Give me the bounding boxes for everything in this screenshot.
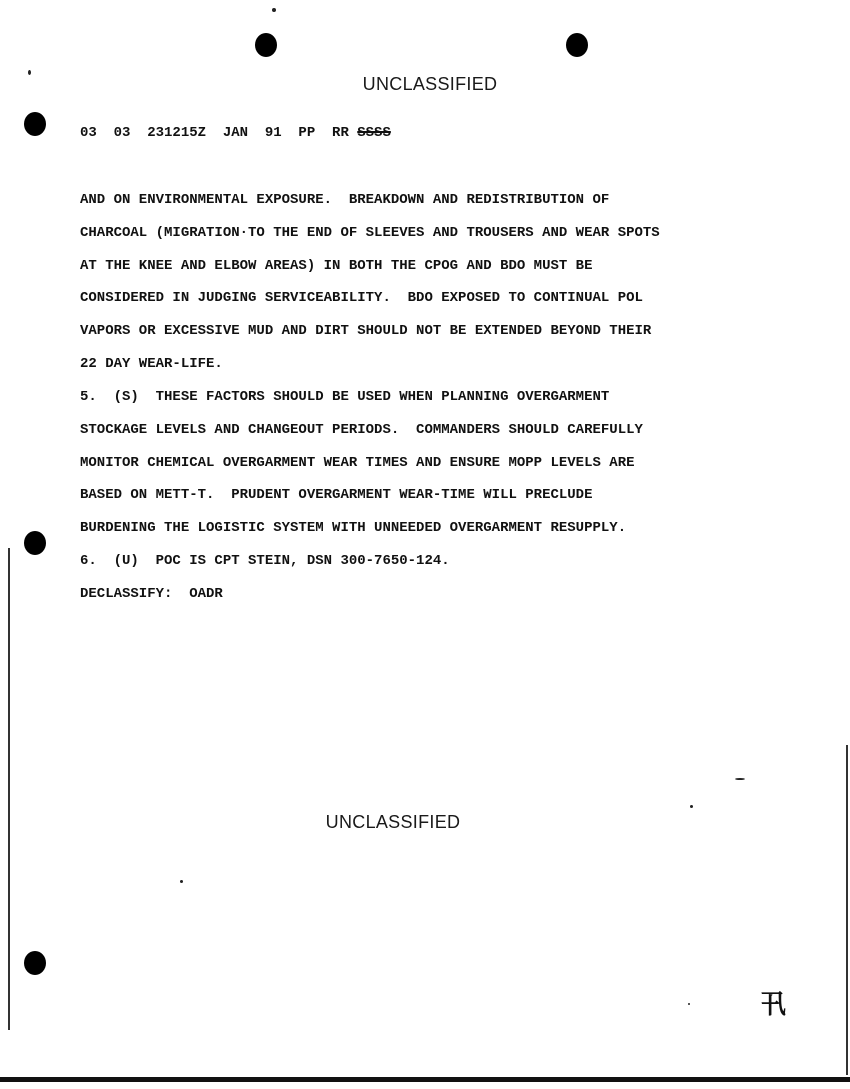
body-line: 6. (U) POC IS CPT STEIN, DSN 300-7650-124. bbox=[80, 553, 450, 569]
scan-edge-line bbox=[8, 548, 10, 1030]
punch-hole bbox=[24, 112, 46, 136]
body-line: 22 DAY WEAR-LIFE. bbox=[80, 356, 223, 372]
punch-hole bbox=[24, 531, 46, 555]
body-line: CONSIDERED IN JUDGING SERVICEABILITY. BDO EXPOSED TO CONTINUAL POL bbox=[80, 290, 643, 306]
body-line: BURDENING THE LOGISTIC SYSTEM WITH UNNEEDED OVERGARMENT RESUPPLY. bbox=[80, 520, 627, 536]
scan-speck bbox=[180, 880, 183, 883]
body-line: AT THE KNEE AND ELBOW AREAS) IN BOTH THE CPOG AND BDO MUST BE bbox=[80, 258, 593, 274]
scan-speck bbox=[688, 1003, 690, 1005]
body-line: BASED ON METT-T. PRUDENT OVERGARMENT WEAR-TIME WILL PRECLUDE bbox=[80, 487, 593, 503]
message-header-struck: SSSS bbox=[357, 125, 391, 141]
message-header-text: 03 03 231215Z JAN 91 PP RR bbox=[80, 125, 358, 141]
body-line: AND ON ENVIRONMENTAL EXPOSURE. BREAKDOWN AND REDISTRIBUTION OF bbox=[80, 192, 610, 208]
scan-speck bbox=[690, 805, 693, 808]
classification-banner-top: UNCLASSIFIED bbox=[362, 74, 498, 94]
scan-speck bbox=[272, 8, 276, 12]
scan-edge-line bbox=[846, 745, 848, 1075]
page-mark: 卂 bbox=[760, 990, 787, 1020]
body-line: CHARCOAL (MIGRATION·TO THE END OF SLEEVES AND TROUSERS AND WEAR SPOTS bbox=[80, 225, 660, 241]
declassify-line: DECLASSIFY: OADR bbox=[80, 586, 223, 602]
punch-hole bbox=[255, 33, 277, 57]
message-header bbox=[80, 125, 391, 141]
body-line: VAPORS OR EXCESSIVE MUD AND DIRT SHOULD NOT BE EXTENDED BEYOND THEIR bbox=[80, 323, 652, 339]
punch-hole bbox=[24, 951, 46, 975]
body-line: 5. (S) THESE FACTORS SHOULD BE USED WHEN PLANNING OVERGARMENT bbox=[80, 389, 610, 405]
bottom-edge-bar bbox=[0, 1077, 850, 1082]
body-line: STOCKAGE LEVELS AND CHANGEOUT PERIODS. COMMANDERS SHOULD CAREFULLY bbox=[80, 422, 643, 438]
punch-hole bbox=[566, 33, 588, 57]
body-line: MONITOR CHEMICAL OVERGARMENT WEAR TIMES AND ENSURE MOPP LEVELS ARE bbox=[80, 455, 635, 471]
classification-banner-bottom: UNCLASSIFIED bbox=[325, 812, 461, 832]
scan-speck bbox=[735, 778, 745, 780]
